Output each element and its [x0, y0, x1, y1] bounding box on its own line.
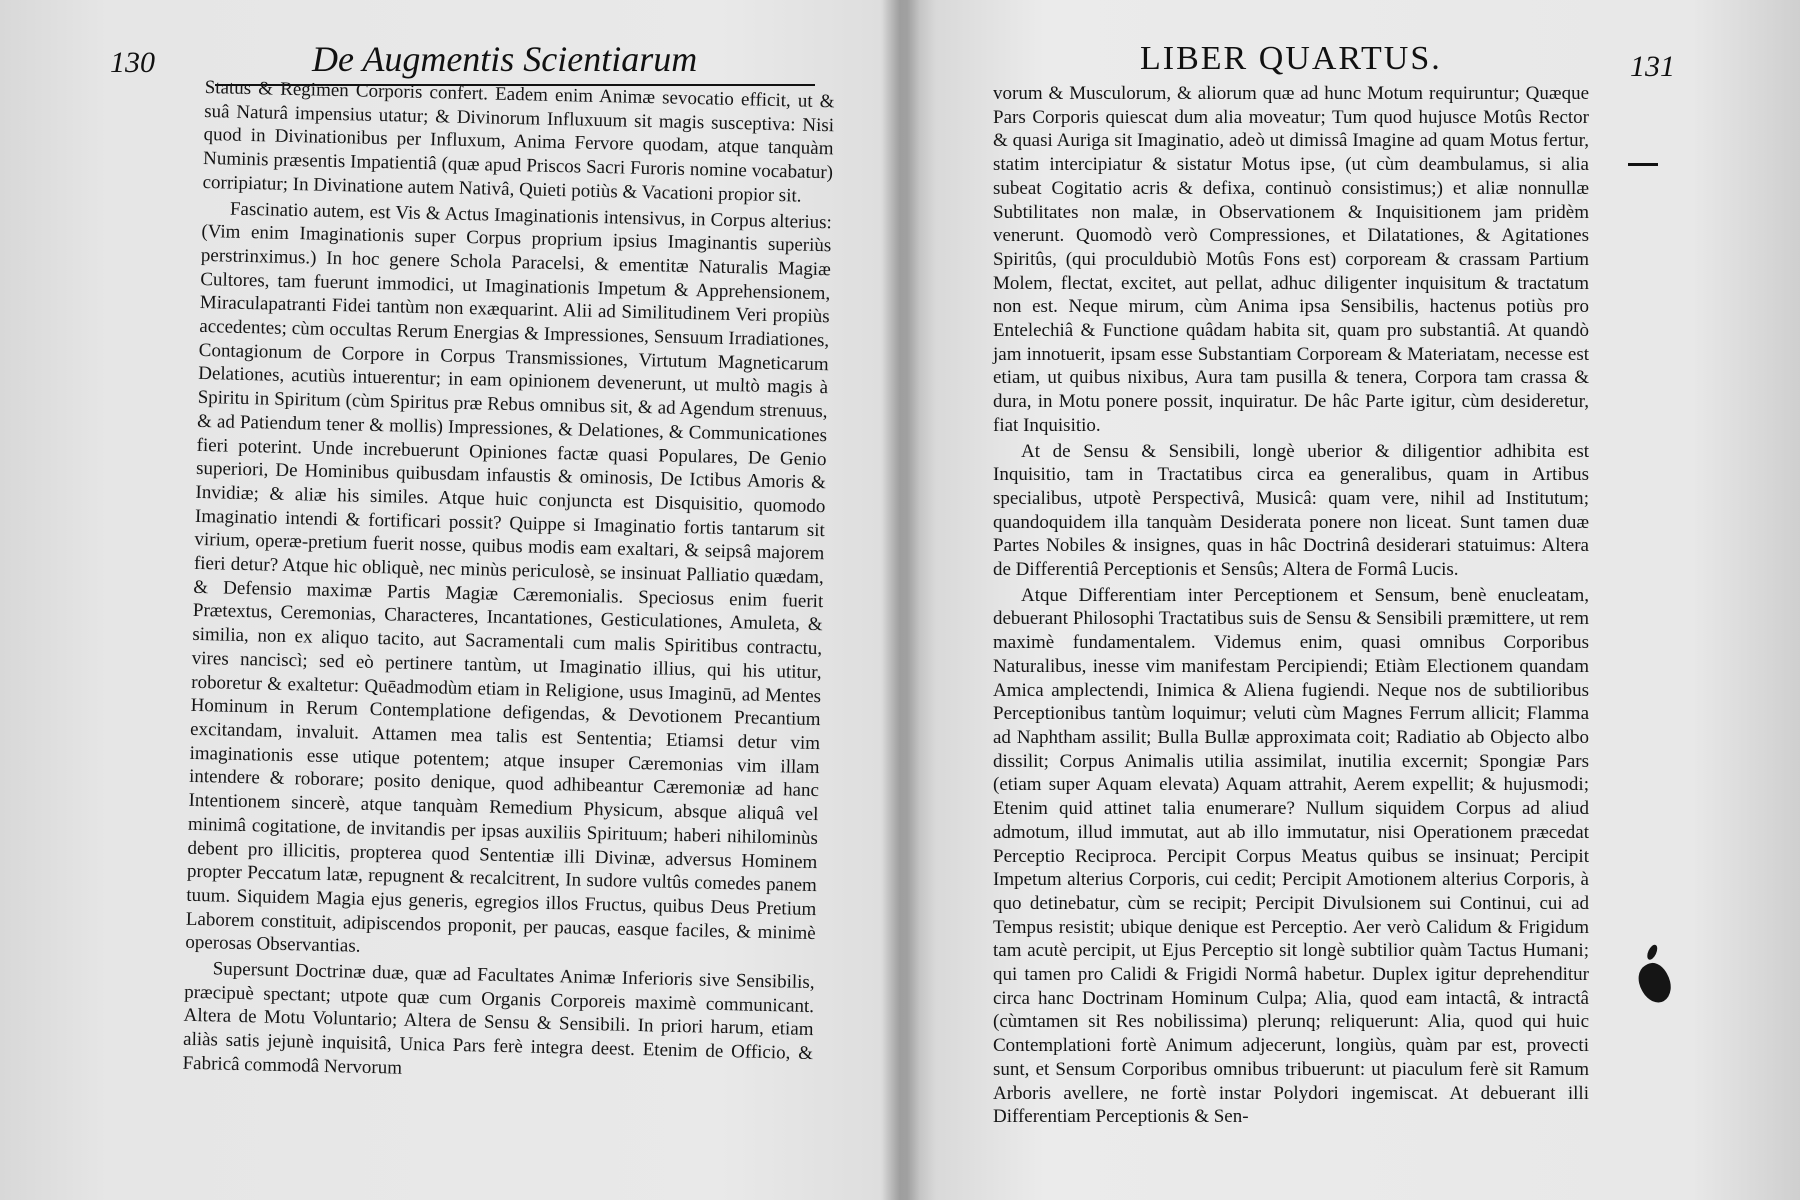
right-paragraph-1: vorum & Musculorum, & aliorum quæ ad hunc Motum requiruntur; Quæque Pars Corporis quiescat dum alia moveatur; Tum quod hujusce Motûs Rector & quasi Auriga sit Imaginatio, adeò ut dimissâ Imagine ad quam Motus fertur, statim intercipiatur & sistatur Motus ipse, (ut cùm deambulamus, si alia subeat Cogitatio acris & defixa, continuò consistimus;) et aliæ nonnullæ Subtilitates non malæ, in Observationem & Inquisitionem jam pridèm venerunt. Quomodò verò Compressiones, et Dilatationes, & Agitationes Spiritûs, (qui proculdubiò Motûs Fons est) corpoream & crassam Partium Molem, flectat, excitet, aut pellat, adhuc diligenter inquisitum & tractatum non est. Neque mirum, cùm Anima ipsa Sensibilis, hactenus potiùs pro Entelechiâ & Functione quâdam habita sit, quam pro substantiâ. At quandò jam innotuerit, ipsam esse Substantiam Corpoream & Materiatam, necesse est etiam, ut quibus nixibus, Aura tam pusilla & tenera, Corpora tam crassa & dura, in Motu ponere possit, inquiratur. De hâc Parte igitur, cùm desideretur, fiat Inquisitio.	[993, 83, 1589, 436]
marginal-mark	[1628, 163, 1658, 166]
right-paragraph-2: At de Sensu & Sensibili, longè uberior & diligentior adhibita est Inquisitio, tam in Tractatibus circa ea generalibus, quam in Artibus specialibus, utpotè Perspectivâ, Musicâ: quam vere, nihil ad Institutum; quandoquidem illa tanquàm Desiderata ponere non liceat. Sunt tamen duæ Partes Nobiles & insignes, quas in hâc Doctrinâ desiderari statuimus: Altera de Differentiâ Perceptionis et Sensûs; Altera de Formâ Lucis.	[993, 440, 1589, 581]
right-running-head: LIBER QUARTUS.	[1140, 40, 1442, 77]
left-paragraph-1: Status & Regimen Corporis confert. Eadem enim Animæ sevocatio efficit, ut & suâ Naturâ impensius utatur; & Divinorum Influxuum sit magis susceptiva: Nisi quod in Divinationibus per Influxum, Anima Fervore quodam, atque tanquàm Numinis præsentis Impatientiâ (quæ apud Priscos Sacri Furoris nomine vocabatur) corripiatur; In Divinatione autem Nativâ, Quieti potiùs & Vacationi propior sit.	[202, 76, 835, 207]
left-paragraph-2: Fascinatio autem, est Vis & Actus Imaginationis intensivus, in Corpus alterius: (Vim enim Imaginationis super Corpus proprium ipsius Imaginantis superiùs perstrinximus.) In hoc genere Schola Paracelsi, & ementitæ Naturalis Magiæ Cultores, tam fuerunt immodici, ut Imaginationis Impetum & Apprehensionem, Miraculapatranti Fidei tantùm non exæquarint. Alii ad Similitudinem Veri propiùs accedentes; cùm occultas Rerum Energias & Impressiones, Sensuum Irradiationes, Contagionum de Corpore in Corpus Transmissiones, Virtutum Magneticarum Delationes, acutiùs intuerentur; in eam opinionem devenerunt, ut multò magis à Spiritu in Spiritum (cùm Spiritus præ Rebus omnibus sit, & ad Agendum strenuus, & ad Patiendum tener & mollis) Impressiones, & Delationes, & Communicationes fieri poterint. Unde increbuerunt Opiniones factæ quasi Populares, De Genio superiori, De Hominibus quibusdam infaustis & ominosis, De Ictibus Amoris & Invidiæ; & aliæ his similes. Atque huic conjuncta est Disquisitio, quomodo Imaginatio intendi & fortificari possit? Quippe si Imaginatio fortis tantarum sit virium, operæ-pretium fuerit nosse, quibus modis eam exaltari, & seipsâ majorem fieri detur? Atque hic obliquè, nec minùs periculosè, se insinuat Palliatio quædam, & Defensio maximæ Partis Magiæ Cæremonialis. Speciosus enim fuerit Prætextus, Ceremonias, Characteres, Incantationes, Gesticulationes, Amuleta, & similia, non ex aliquo tacito, aut Sacramentali cum malis Spiritibus contractu, vires nanciscì; sed eò pertinere tantùm, ut Imaginatio illius, qui his utitur, roboretur & exaltetur: Quēadmodùm etiam in Religione, usus Imaginū, ad Mentes Hominum in Rerum Contemplatione defigendas, & Devotionem Precantium excitandam, invaluit. Attamen mea talis est Sententia; Etiamsi detur vim imaginationis esse utique potentem; atque insuper Cæremonias vim illam intendere & roborare; posito denique, quod adhibeantur Cæremoniæ ad hanc Intentionem sincerè, atque tanquàm Remedium Physicum, absque aliquâ vel minimâ cogitatione, de invitandis per ipsas auxiliis Spirituum; haberi nihilominùs debent pro illicitis, propterea quod Sententiæ illi Divinæ, adversus Hominem propter Peccatum latæ, repugnent & recalcitrent, In sudore vultûs comedes panem tuum. Siquidem Magia ejus generis, egregios illos Fructus, quibus Deus Pretium Laborem constituit, adipiscendos proponit, per paucas, easque faciles, & minimè operosas Observantias.	[185, 198, 833, 958]
book-gutter	[880, 0, 920, 1200]
left-paragraph-3: Supersunt Doctrinæ duæ, quæ ad Facultates Animæ Inferioris sive Sensibilis, præcipuè spectant; utpote quæ cum Organis Corporeis maximè communicant. Altera de Motu Voluntario; Altera de Sensu & Sensibili. In priori harum, etiam aliàs satis jejunè inquisitâ, Unica Pars ferè integra deest. Etenim de Officio, & Fabricâ commodâ Nervorum	[182, 958, 815, 1079]
right-page-number: 131	[1630, 50, 1675, 83]
left-page	[0, 0, 880, 1200]
right-paragraph-3: Atque Differentiam inter Perceptionem et Sensum, benè enucleatam, debuerant Philosophi Tractatibus suis de Sensu & Sensibili præmittere, ut rem maximè fundamentalem. Videmus enim, quasi omnibus Corporibus Naturalibus, inesse vim manifestam Percipiendi; Etiàm Electionem quandam Amica amplectendi, Inimica & Aliena fugiendi. Neque nos de subtilioribus Perceptionibus tantùm loquimur; veluti cùm Magnes Ferrum allicit; Flamma ad Naphtham assilit; Bulla Bullæ approximata coit; Radiatio ab Objecto albo dissilit; Corpus Animalis utilia assimilat, inutilia excernit; Spongiæ Pars (etiam super Aquam elevata) Aquam attrahit, Aerem expellit; & hujusmodi; Etenim quid attinet talia enumerare? Nullum siquidem Corpus ad aliud admotum, illud immutat, aut ab illo immutatur, nisi Operationem præcedat Perceptio Reciproca. Percipit Corpus Meatus quibus se insinuat; Percipit Impetum alterius Corporis, cui cedit; Percipit Amotionem alterius Corporis, à quo detinebatur, cùm se recipit; Percipit Divulsionem sui Continui, cui ad Tempus resistit; ubique denique est Perceptio. Aer verò Calidum & Frigidum tam acutè percipit, ut Ejus Perceptio sit longè subtilior quàm Tactus Humani; qui tamen pro Calidi & Frigidi Normâ habetur. Duplex igitur deprehenditur circa hanc Doctrinam Hominum Culpa; Alia, quod eam intactâ, & intractâ (cùmtamen sit Res nobilissima) plerunq; reliquerunt: Alia, quod qui huic Contemplationi fortè Animum adjecerunt, longiùs, quàm par est, provecti sunt, et Sensum Corporibus omnibus tribuerunt: ut piaculum ferè sit Ramum Arboris avellere, ne fortè instar Polydori ingemiscat. At debuerant illi Differentiam Perceptionis & Sen-	[993, 584, 1589, 1128]
left-text-column	[182, 76, 835, 1090]
left-running-head: De Augmentis Scientiarum	[312, 39, 698, 79]
left-page-number: 130	[110, 46, 155, 79]
right-text-column	[993, 82, 1589, 1129]
